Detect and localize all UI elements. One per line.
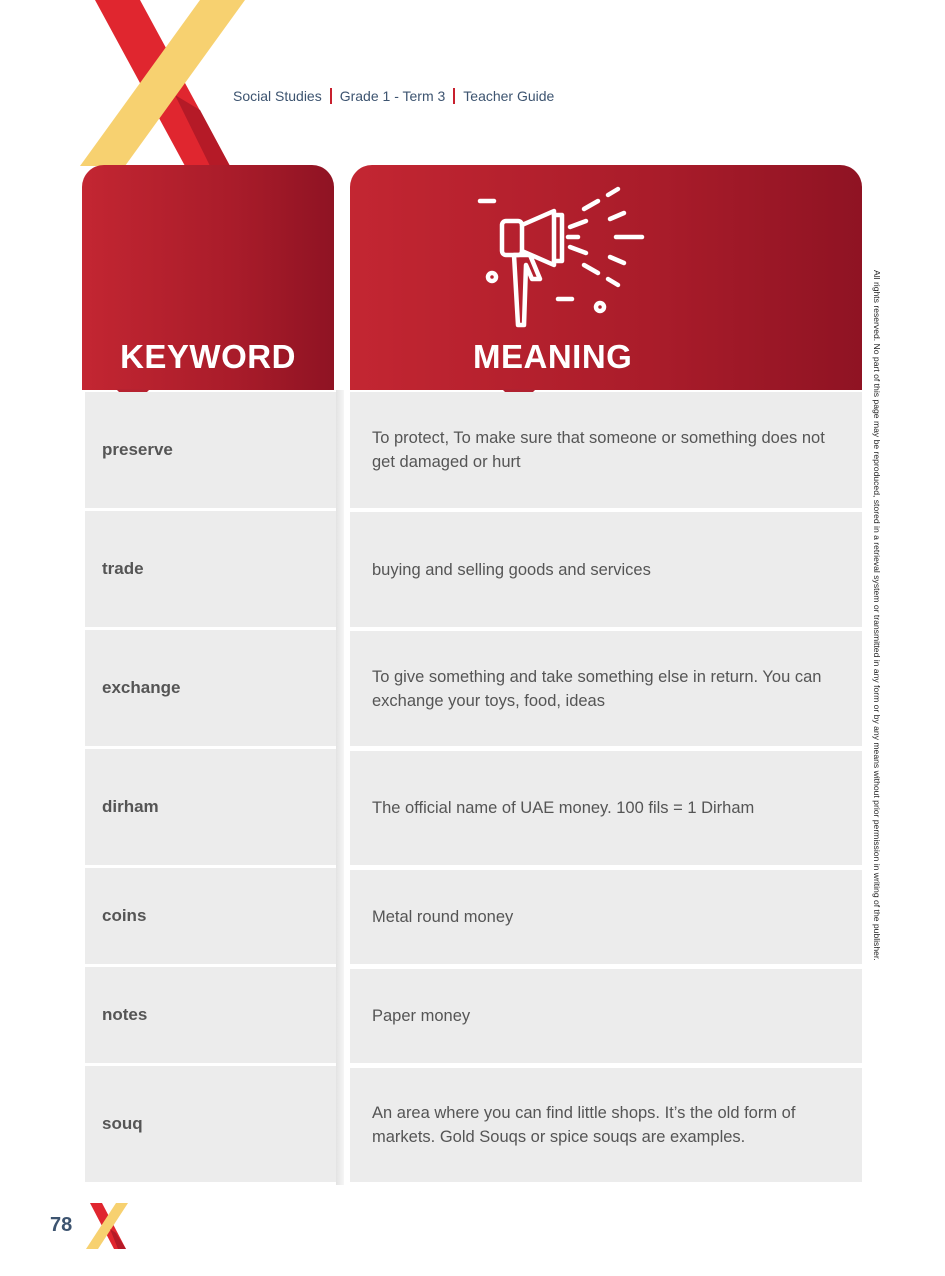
keyword-text: souq xyxy=(102,1114,143,1133)
keyword-cell xyxy=(85,1066,336,1182)
meaning-cell xyxy=(350,512,862,627)
meaning-text: The official name of UAE money. 100 fils = 1 Dirham xyxy=(372,799,755,817)
breadcrumb-grade: Grade 1 - Term 3 xyxy=(339,88,446,104)
meaning-cell xyxy=(350,1068,862,1182)
keyword-cell xyxy=(85,868,336,964)
megaphone-icon xyxy=(474,179,654,329)
keyword-header xyxy=(82,165,334,390)
breadcrumb-guide: Teacher Guide xyxy=(463,88,555,104)
meaning-heading: MEANING xyxy=(473,338,633,375)
meaning-cell xyxy=(350,969,862,1063)
breadcrumb xyxy=(233,88,554,104)
meaning-cell xyxy=(350,631,862,746)
breadcrumb-subject: Social Studies xyxy=(233,88,322,104)
meaning-cell xyxy=(350,392,862,508)
breadcrumb-separator xyxy=(330,88,332,104)
meaning-text: buying and selling goods and services xyxy=(372,560,651,579)
column-divider xyxy=(336,390,344,1185)
keyword-text: preserve xyxy=(102,440,173,459)
keyword-text: exchange xyxy=(102,678,181,697)
brand-logo-top xyxy=(80,0,250,166)
meaning-text: Paper money xyxy=(372,1007,471,1025)
keyword-cell xyxy=(85,749,336,865)
keyword-cell xyxy=(85,967,336,1063)
keyword-text: dirham xyxy=(102,797,159,816)
brand-logo-bottom xyxy=(86,1203,130,1249)
meaning-text: To give something and take something else in return. You can exchange your toys, food, ideas xyxy=(372,667,822,710)
keyword-heading: KEYWORD xyxy=(120,338,296,375)
keyword-text: notes xyxy=(102,1005,148,1024)
meaning-header xyxy=(350,165,862,390)
copyright-notice: All rights reserved. No part of this page may be reproduced, stored in a retrieval system or transmitted in any form or by any means without prior permission in writing of the publisher. xyxy=(872,270,882,961)
keyword-text: trade xyxy=(102,559,144,578)
meaning-cell xyxy=(350,870,862,964)
page-number: 78 xyxy=(50,1214,73,1236)
breadcrumb-separator xyxy=(453,88,455,104)
meaning-text: An area where you can find little shops. It’s the old form of markets. Gold Souqs or spice souqs are examples. xyxy=(372,1104,796,1146)
meaning-cell xyxy=(350,751,862,865)
meaning-text: To protect, To make sure that someone or something does not get damaged or hurt xyxy=(372,429,825,471)
keyword-cell xyxy=(85,511,336,627)
meaning-text: Metal round money xyxy=(372,908,514,926)
keyword-cell xyxy=(85,392,336,508)
keyword-cell xyxy=(85,630,336,746)
keyword-text: coins xyxy=(102,906,147,925)
